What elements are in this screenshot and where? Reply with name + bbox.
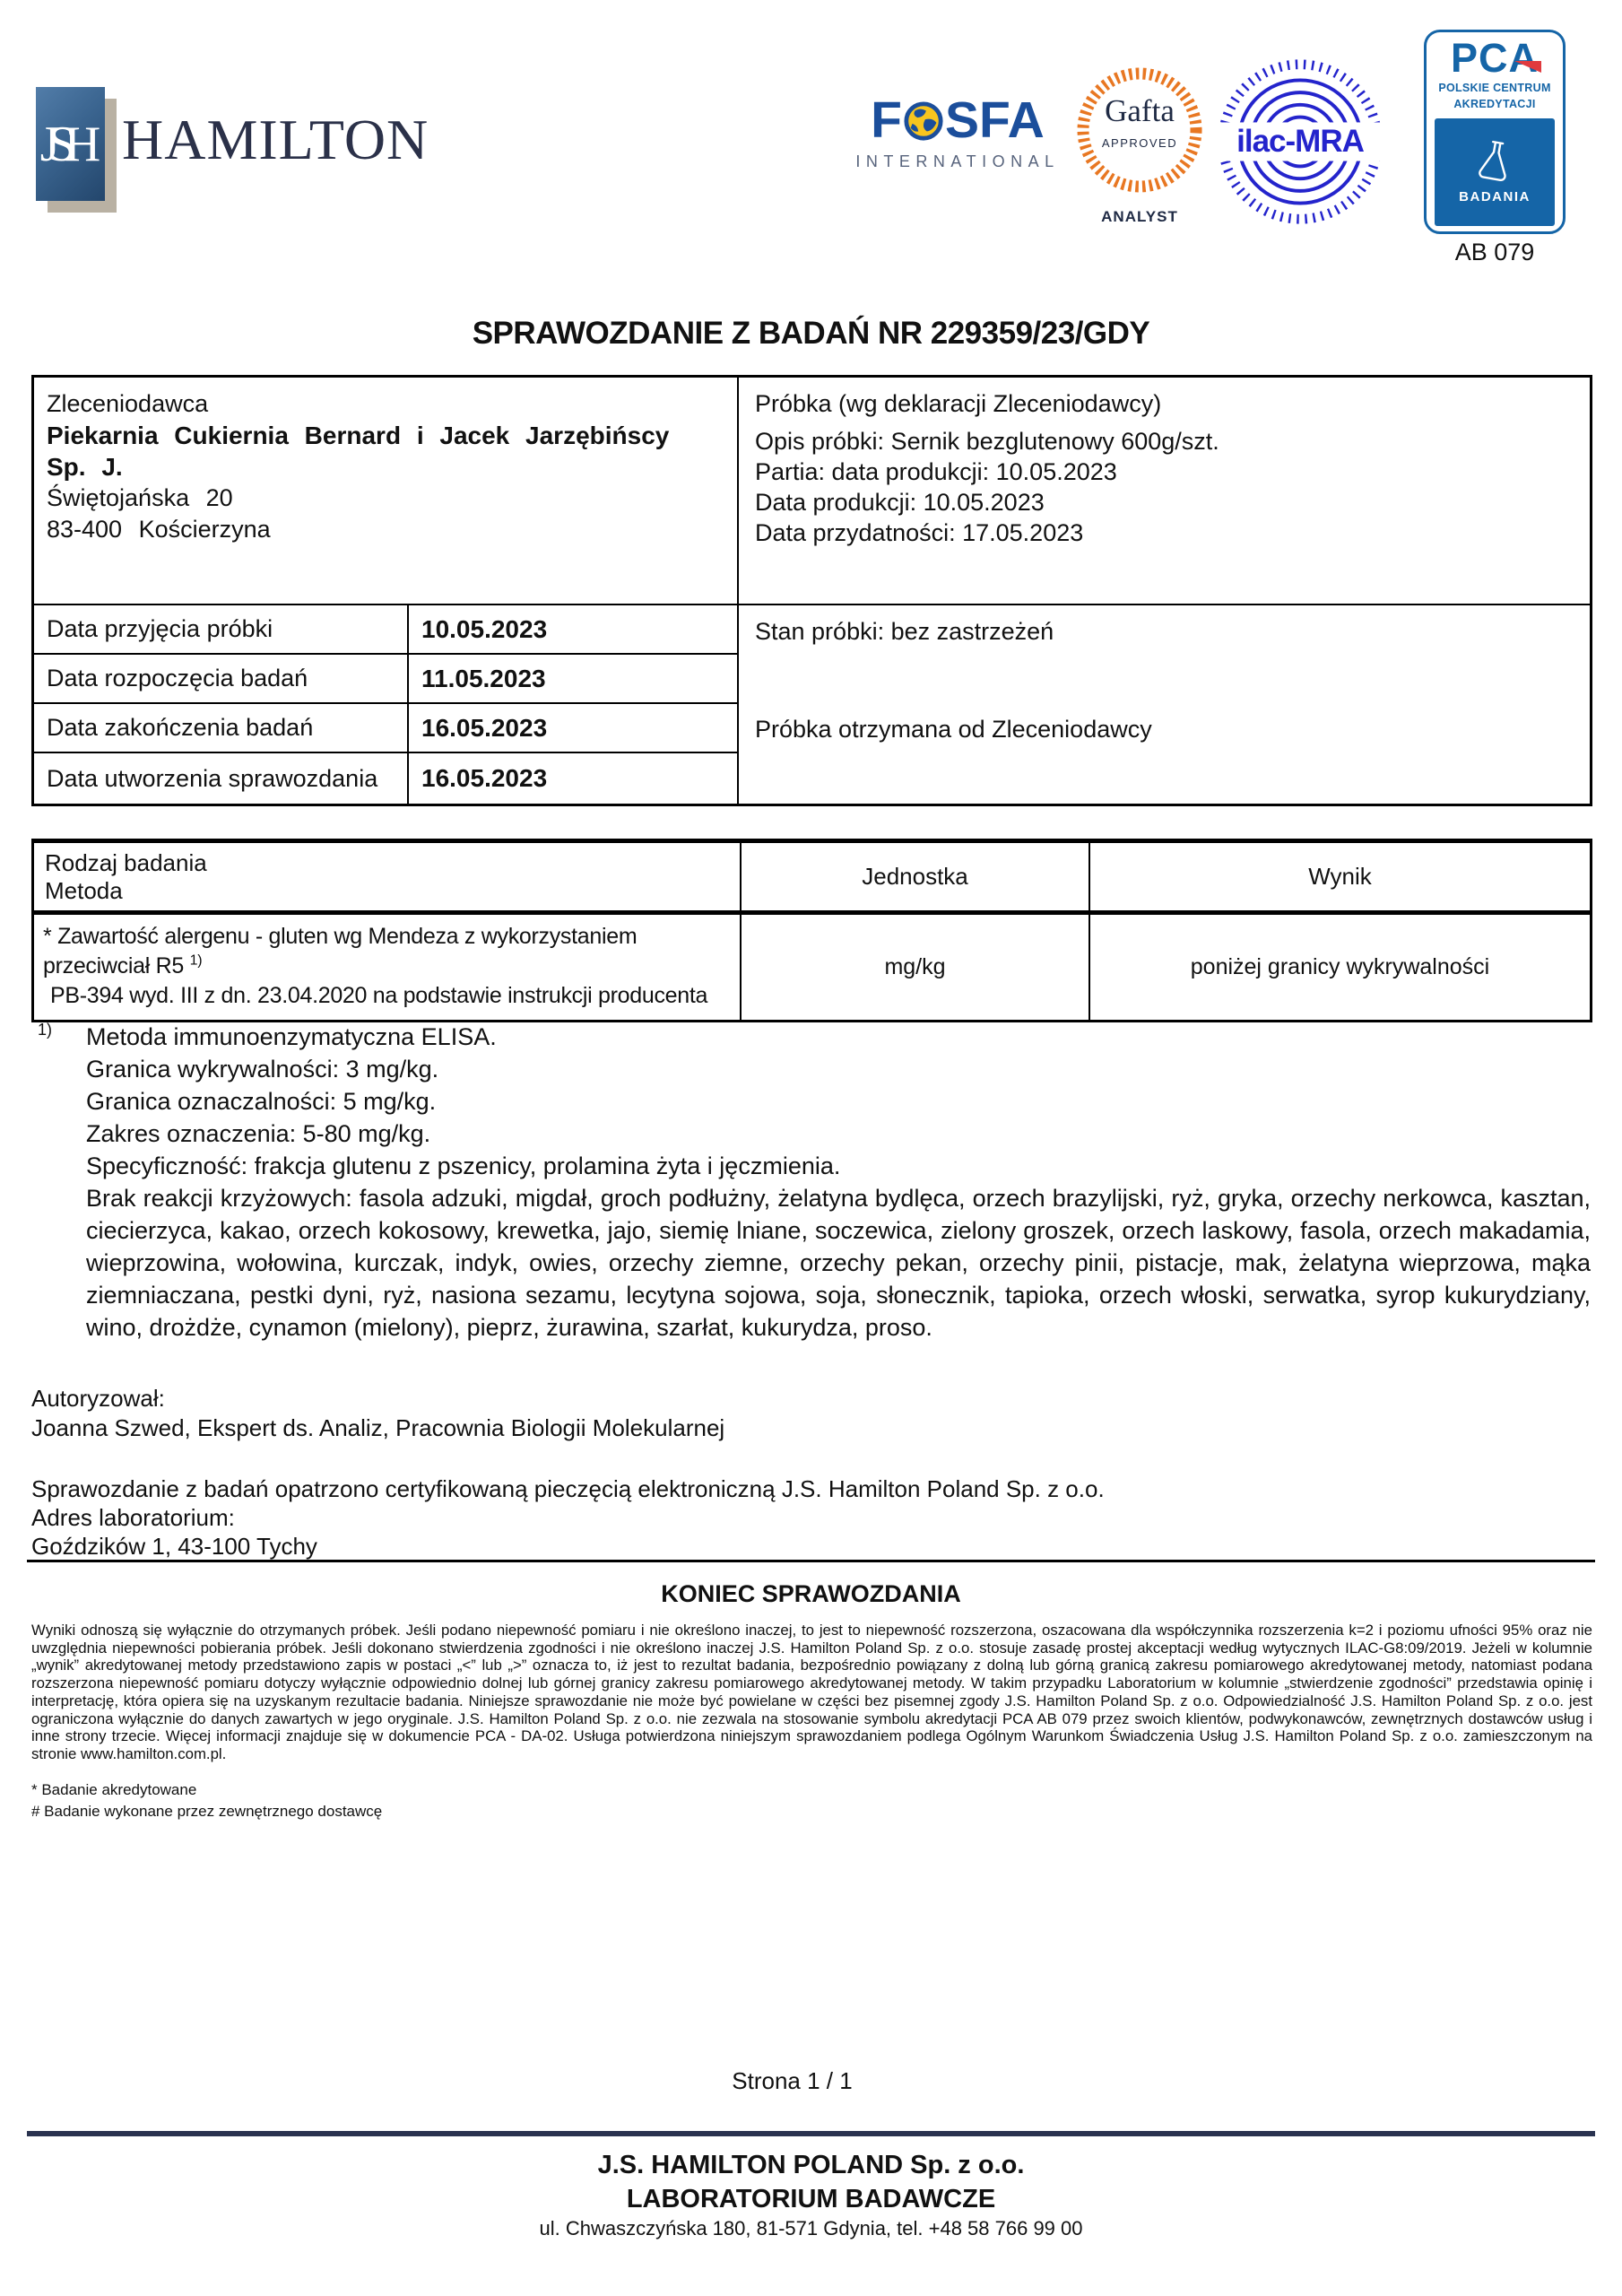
gafta-logo: [1072, 63, 1207, 226]
fosfa-letters-sfa: SFA: [944, 91, 1045, 149]
gafta-analyst-label: ANALYST: [1101, 208, 1178, 225]
date-row-value: 10.05.2023: [409, 605, 739, 655]
results-header-unit: Jednostka: [742, 843, 1090, 915]
globe-icon: [903, 100, 944, 142]
method-footnote: [38, 1021, 1593, 1344]
pca-acronym-text: PCA: [1450, 35, 1539, 81]
accredited-test-note: * Badanie akredytowane: [31, 1781, 197, 1798]
footer-company-address: ul. Chwaszczyńska 180, 81-571 Gdynia, tel. +48 58 766 99 00: [539, 2217, 1083, 2239]
client-name-line1: Piekarnia Cukiernia Bernard i Jacek Jarzębińscy: [47, 422, 670, 449]
gafta-approved-label: APPROVED: [1101, 136, 1178, 150]
external-test-note: # Badanie wykonane przez zewnętrznego dostawcę: [31, 1803, 383, 1820]
jsh-monogram: JSH: [39, 116, 90, 172]
pca-scope-label: BADANIA: [1459, 189, 1531, 204]
result-test-cell: [34, 915, 742, 1020]
results-header-test: [34, 843, 742, 915]
pca-org-line1: POLSKIE CENTRUM: [1438, 82, 1551, 94]
laboratory-address: Goździków 1, 43-100 Tychy: [31, 1533, 317, 1560]
result-test-name-text: * Zawartość alergenu - gluten wg Mendeza z wykorzystaniem przeciwciał R5: [43, 924, 638, 978]
cross-reactivity-paragraph: Brak reakcji krzyżowych: fasola adzuki, migdał, groch podłużny, żelatyna bydlęca, orzech brazylijski, ryż, gryka, orzechy nerkowca, kasztan, ciecierzyca, kakao, orzech kokosowy, krewetka, jajo, siemię lniane, soczewica, zielony groszek, orzech laskowy, fasola, orzech makadamia, wieprzowina, wołowina, kurczak, indyk, owies, orzechy ziemne, orzechy pekan, orzechy pinii, pistacje, mak, żelatyna wieprzowa, mąka ziemniaczana, pestki dyni, ryż, nasiona sezamu, lecytyna sojowa, soja, słonecznik, tapioka, orzech włoski, serwatka, syrop kukurydziany, wino, drożdże, cynamon (mielony), pieprz, żurawina, szarłat, kukurydza, proso.: [86, 1185, 1591, 1341]
footnote-line: Granica oznaczalności: 5 mg/kg.: [86, 1088, 437, 1115]
report-title: SPRAWOZDANIE Z BADAŃ NR 229359/23/GDY: [472, 316, 1150, 351]
sample-declaration-cell: [739, 378, 1590, 605]
ilac-mra-wordmark: ilac-MRA: [1236, 124, 1364, 159]
sample-state: Stan próbki: bez zastrzeżeń: [755, 618, 1054, 645]
jsh-logo-box: [36, 87, 105, 201]
gafta-wreath: [1072, 63, 1207, 197]
client-city: 83-400 Kościerzyna: [47, 516, 271, 543]
pca-org-line2: AKREDYTACJI: [1453, 97, 1536, 110]
client-name-line2: Sp. J.: [47, 453, 123, 481]
date-row-value: 11.05.2023: [409, 655, 739, 704]
certification-note: Sprawozdanie z badań opatrzono certyfikowaną pieczęcią elektroniczną J.S. Hamilton Poland Sp. z o.o.: [31, 1475, 1105, 1502]
legal-disclaimer: Wyniki odnoszą się wyłącznie do otrzymanych próbek. Jeśli podano niepewność pomiaru i nie określono inaczej, to jest to niepewność rozszerzona, oszacowana dla współczynnika rozszerzenia k=2 i poziomu ufności 95% oraz nie uwzględnia niepewności pobierania próbek. Jeśli dokonano stwierdzenia zgodności i nie określono inaczej J.S. Hamilton Poland Sp. z o.o. stosuje zasadę prostej akceptacji według wytycznych ILAC-G8:09/2019. Jeżeli w kolumnie „wynik” akredytowanej metody przedstawiono zapis w postaci „<” lub „>” oznacza to, iż jest to rezultat badania, bezpośrednio powiązany z dolną lub górną granicą zakresu pomiarowego akredytowanej metody, natomiast podana rozszerzona niepewność pomiaru dotyczy wyłącznie odpowiednio dolnej lub górnej granicy zakresu pomiarowego akredytowanej metody. W takim przypadku Laboratorium w kolumnie „stwierdzenie zgodności” przedstawia opinię i interpretację, która opiera się na uzyskanym rezultacie badania. Niniejsze sprawozdanie nie może być powielane w części bez pisemnej zgody J.S. Hamilton Poland Sp. z o.o. Odpowiedzialność J.S. Hamilton Poland Sp. z o.o. jest ograniczona wyłącznie do danych zawartych w jego oryginale. J.S. Hamilton Poland Sp. z o.o. nie zezwala na stosowanie symbolu akredytacji PCA AB 079 przez swoich klientów, podwykonawców, zewnętrznych dostawców usług i inne strony trzecie. Więcej informacji znajduje się w dokumencie PCA - DA-02. Usługa potwierdzona niniejszym sprawozdaniem podlega Ogólnym Warunkom Świadczenia Usług J.S. Hamilton Poland Sp. z o.o. zamieszczonym na stronie www.hamilton.com.pl.: [31, 1622, 1592, 1762]
laboratory-address-label: Adres laboratorium:: [31, 1504, 235, 1531]
sample-state-cell: [739, 605, 1590, 804]
hamilton-brand-wordmark: HAMILTON: [122, 108, 429, 171]
laboratory-address-block: [31, 1503, 317, 1561]
result-unit-cell: mg/kg: [742, 915, 1090, 1020]
fosfa-letter-f: F: [871, 91, 902, 149]
date-row-label: Data zakończenia badań: [34, 704, 409, 753]
client-label: Zleceniodawca: [47, 390, 209, 417]
footer-rule: [27, 2131, 1595, 2136]
ilac-mra-logo: [1212, 54, 1388, 230]
date-row-value: 16.05.2023: [409, 704, 739, 753]
fosfa-subtitle: INTERNATIONAL: [855, 152, 1060, 170]
page-indicator: Strona 1 / 1: [732, 2067, 853, 2094]
results-header-test-line2: Metoda: [45, 876, 123, 904]
authorization-block: [31, 1384, 724, 1443]
footnote-line: Metoda immunoenzymatyczna ELISA.: [86, 1023, 497, 1050]
pca-accreditation-badge: [1424, 30, 1566, 234]
section-divider: [27, 1560, 1595, 1562]
fosfa-logo: [845, 91, 1071, 171]
footnote-body: [86, 1021, 1591, 1344]
flask-icon: [1470, 136, 1519, 186]
wreath-icon: [1072, 63, 1207, 197]
authorization-label: Autoryzował:: [31, 1385, 165, 1412]
sample-info-table: [31, 375, 1592, 806]
client-street: Świętojańska 20: [47, 484, 233, 511]
results-header-result: Wynik: [1090, 843, 1590, 915]
gafta-wordmark: Gafta: [1105, 93, 1175, 128]
client-cell: [34, 378, 739, 605]
footnote-line: Zakres oznaczenia: 5-80 mg/kg.: [86, 1120, 431, 1147]
sample-expiry-date: Data przydatności: 17.05.2023: [755, 519, 1084, 546]
result-value-cell: poniżej granicy wykrywalności: [1190, 954, 1490, 979]
footnote-reference: 1): [189, 952, 203, 969]
end-of-report-title: KONIEC SPRAWOZDANIA: [661, 1580, 961, 1607]
pca-certificate-number: AB 079: [1454, 239, 1535, 265]
pca-scope-box: [1435, 118, 1555, 226]
sample-received: Próbka otrzymana od Zleceniodawcy: [755, 716, 1152, 743]
result-test-method: PB-394 wyd. III z dn. 23.04.2020 na podstawie instrukcji producenta: [50, 983, 708, 1008]
date-row-label: Data przyjęcia próbki: [34, 605, 409, 655]
date-row-label: Data utworzenia sprawozdania: [34, 753, 409, 804]
result-test-name: [43, 922, 733, 981]
footnote-marker: 1): [38, 1021, 53, 1039]
results-table: [31, 839, 1592, 1022]
results-header-test-line1: Rodzaj badania: [45, 848, 207, 876]
pca-org-name: [1427, 81, 1563, 112]
footer-laboratory-name: LABORATORIUM BADAWCZE: [626, 2185, 996, 2213]
sample-description: Opis próbki: Sernik bezglutenowy 600g/szt.: [755, 428, 1219, 455]
footnote-line: Specyficzność: frakcja glutenu z pszenicy, prolamina żyta i jęczmienia.: [86, 1152, 841, 1179]
authorization-person: Joanna Szwed, Ekspert ds. Analiz, Pracownia Biologii Molekularnej: [31, 1414, 725, 1441]
sample-batch: Partia: data produkcji: 10.05.2023: [755, 458, 1117, 485]
footer-company-name: J.S. HAMILTON POLAND Sp. z o.o.: [597, 2151, 1025, 2179]
sample-header: Próbka (wg deklaracji Zleceniodawcy): [755, 390, 1162, 417]
pca-red-accent: [1514, 61, 1541, 73]
pca-wordmark: [1450, 35, 1539, 81]
jsh-logo: [36, 87, 121, 217]
date-row-label: Data rozpoczęcia badań: [34, 655, 409, 704]
fosfa-wordmark: [845, 91, 1071, 149]
footnote-line: Granica wykrywalności: 3 mg/kg.: [86, 1056, 439, 1083]
date-row-value: 16.05.2023: [409, 753, 739, 804]
sample-production-date: Data produkcji: 10.05.2023: [755, 489, 1045, 516]
